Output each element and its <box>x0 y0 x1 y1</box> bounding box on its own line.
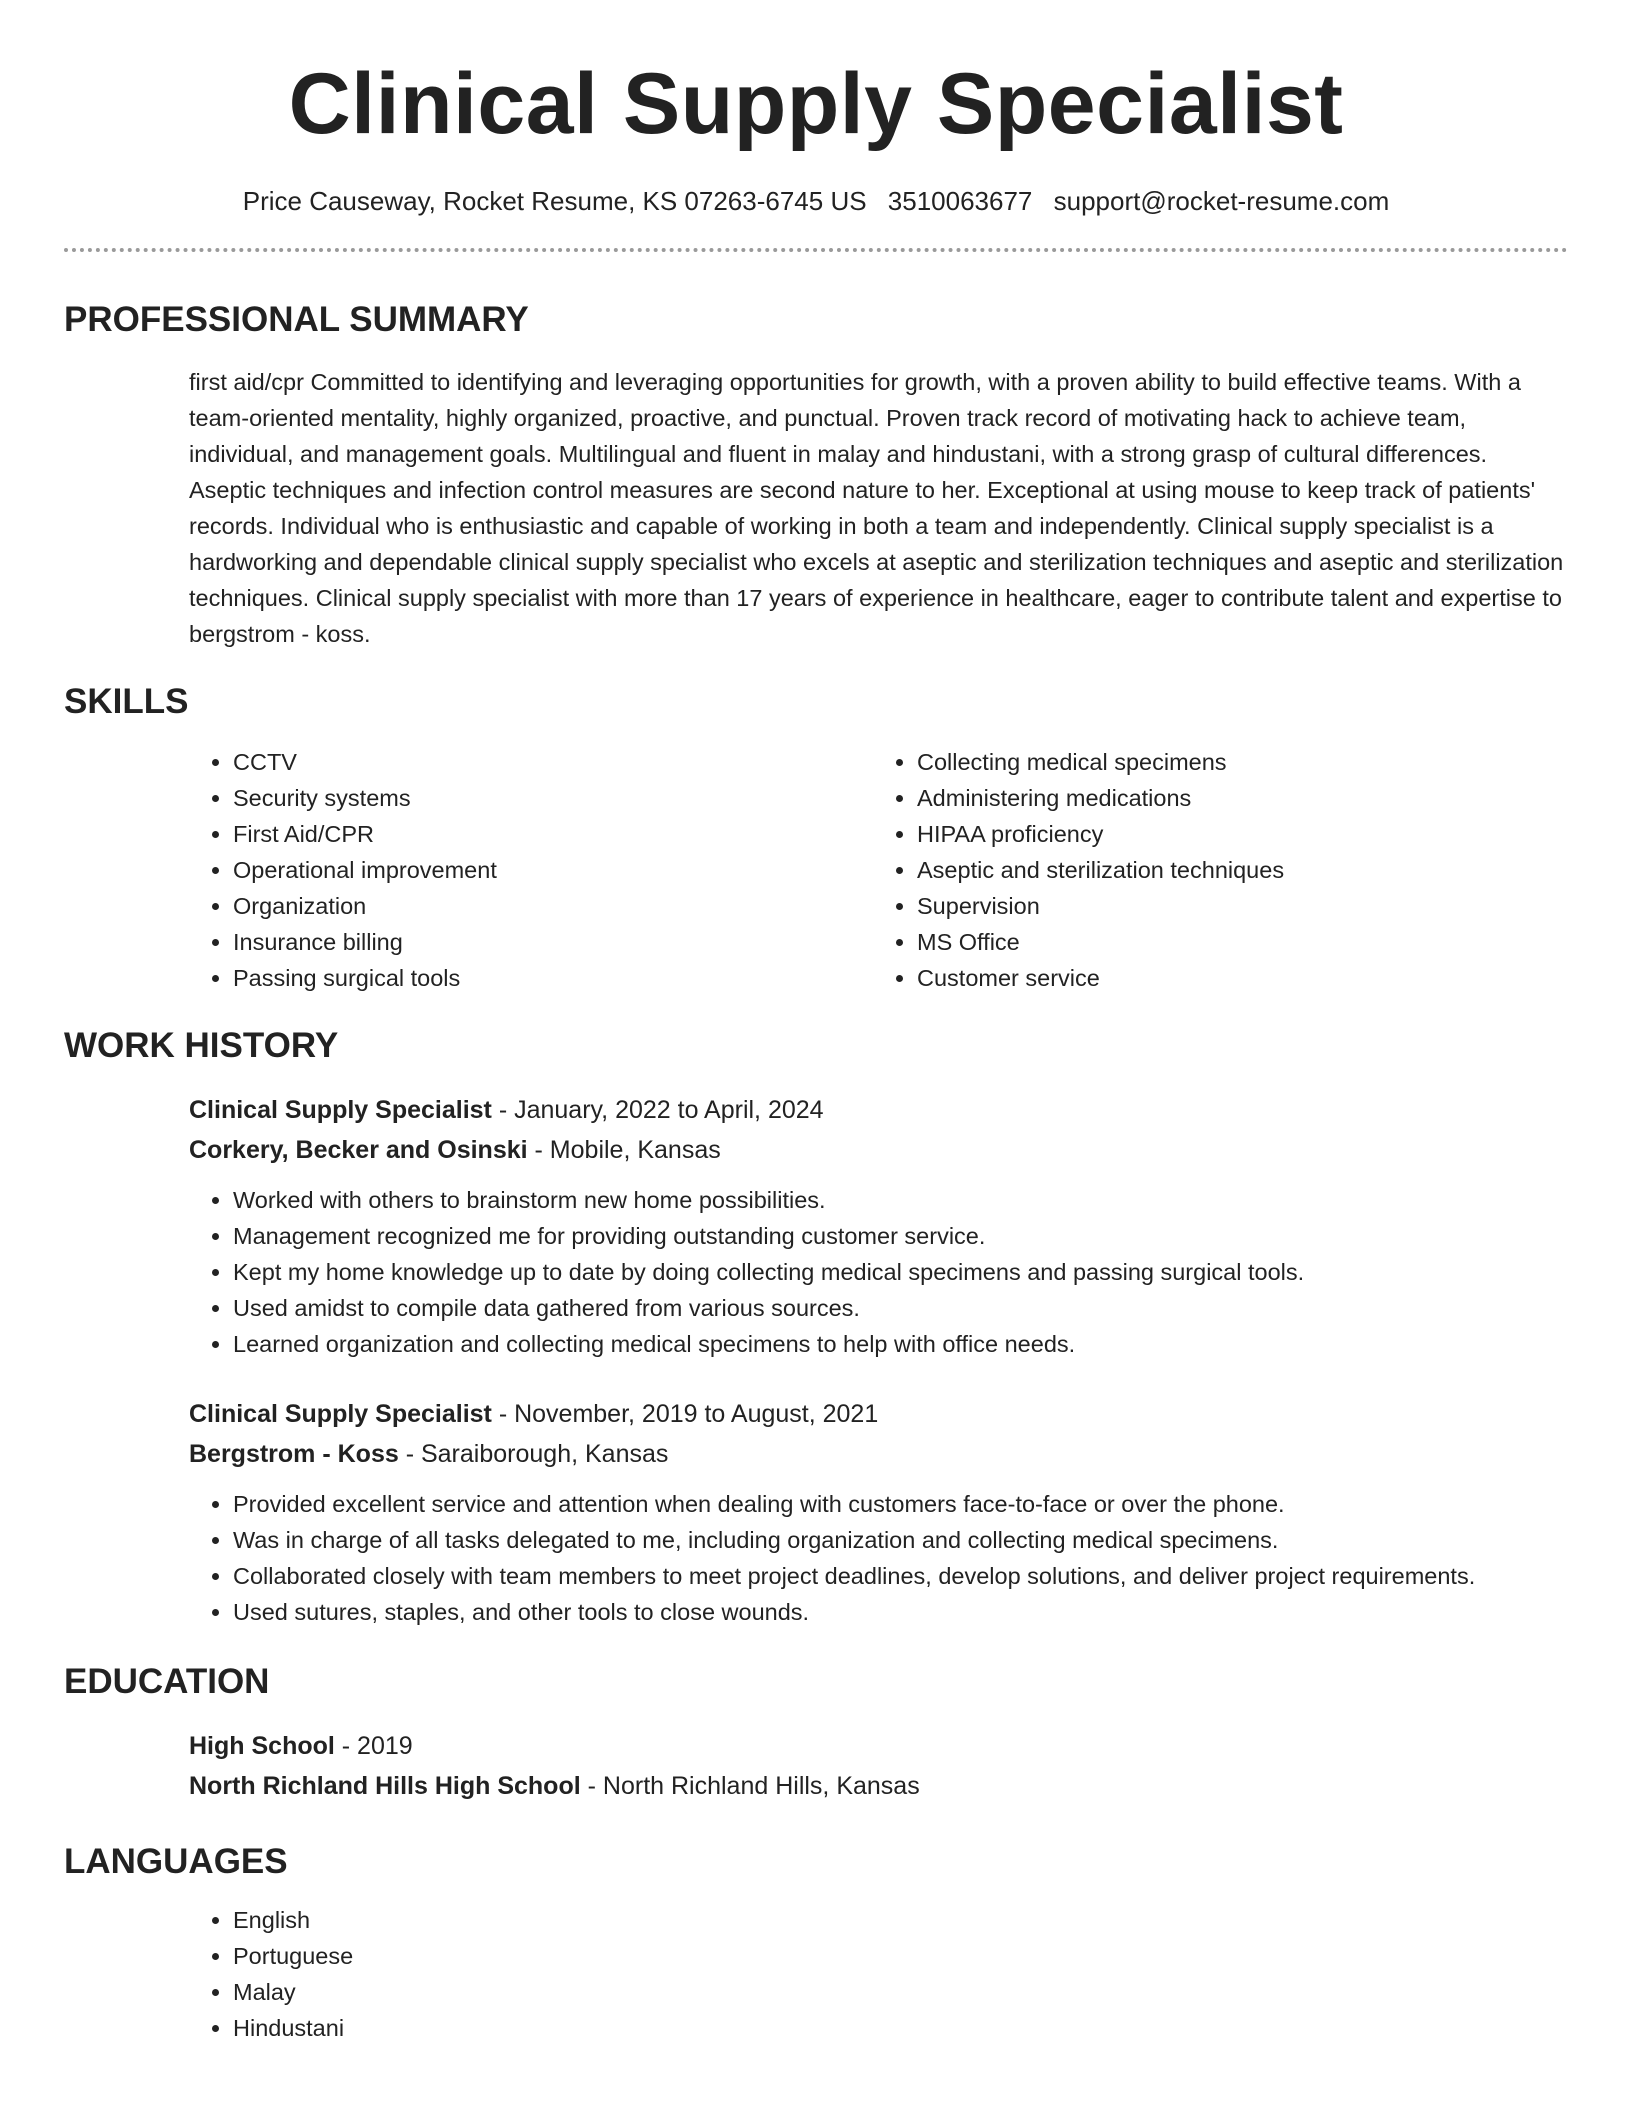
languages-list <box>189 1902 1568 2046</box>
resume-name: Clinical Supply Specialist <box>288 56 1344 152</box>
summary-text: first aid/cpr Committed to identifying and leveraging opportunities for growth, with a proven ability to build effective teams. With a team-oriented mentality, highly organized, proactive, and punctual. Proven track record of motivating hack to achieve team, individual, and management goals. Multilingual and fluent in malay and hindustani, with a strong grasp of cultural differences. Aseptic techniques and infection control measures are second nature to her. Exceptional at using mouse to keep track of patients' records. Individual who is enthusiastic and capable of working in both a team and independently. Clinical supply specialist is a hardworking and dependable clinical supply specialist who excels at aseptic and sterilization techniques and aseptic and sterilization techniques. Clinical supply specialist with more than 17 years of experience in healthcare, eager to contribute talent and expertise to bergstrom - koss. <box>189 369 1564 647</box>
job-company-line <box>189 1130 1568 1170</box>
job-bullet: • Was in charge of all tasks delegated to me, including organization and collecting medical specimens. <box>233 1522 1568 1558</box>
skill-item: • HIPAA proficiency <box>917 816 1557 852</box>
job-location: - Mobile, Kansas <box>527 1136 721 1164</box>
skill-item: • Aseptic and sterilization techniques <box>917 852 1557 888</box>
skill-item: • Passing surgical tools <box>233 960 873 996</box>
section-title-skills: SKILLS <box>64 682 189 721</box>
contact-address: Price Causeway, Rocket Resume, KS 07263-6745 US <box>242 186 867 216</box>
language-item: • Hindustani <box>233 2010 1568 2046</box>
job-bullets <box>189 1486 1568 1630</box>
skill-item: • Collecting medical specimens <box>917 744 1557 780</box>
education-degree-line <box>189 1726 1568 1766</box>
education-entry <box>189 1726 1568 1806</box>
job-bullet: • Provided excellent service and attention when dealing with customers face-to-face or over the phone. <box>233 1486 1568 1522</box>
job-company: Bergstrom - Koss <box>189 1440 399 1468</box>
job-company-line <box>189 1434 1568 1474</box>
skill-item: • First Aid/CPR <box>233 816 873 852</box>
education-location: - North Richland Hills, Kansas <box>580 1772 920 1800</box>
job-dates: - January, 2022 to April, 2024 <box>491 1096 824 1124</box>
language-item: • Portuguese <box>233 1938 1568 1974</box>
language-item: • Malay <box>233 1974 1568 2010</box>
job-entry <box>189 1394 1568 1630</box>
skill-item: • CCTV <box>233 744 873 780</box>
job-bullet: • Management recognized me for providing outstanding customer service. <box>233 1218 1568 1254</box>
skill-item: • Security systems <box>233 780 873 816</box>
job-bullet: • Used amidst to compile data gathered from various sources. <box>233 1290 1568 1326</box>
job-location: - Saraiborough, Kansas <box>398 1440 669 1468</box>
skill-item: • Operational improvement <box>233 852 873 888</box>
section-title-summary: PROFESSIONAL SUMMARY <box>64 300 529 339</box>
job-entry <box>189 1090 1568 1362</box>
header-divider <box>64 248 1568 252</box>
job-role-line <box>189 1090 1568 1130</box>
job-bullets <box>189 1182 1568 1362</box>
job-role-line <box>189 1394 1568 1434</box>
job-dates: - November, 2019 to August, 2021 <box>491 1400 879 1428</box>
job-bullet: • Collaborated closely with team members to meet project deadlines, develop solutions, and deliver project requirements. <box>233 1558 1568 1594</box>
section-title-education: EDUCATION <box>64 1662 270 1701</box>
skill-item: • Customer service <box>917 960 1557 996</box>
skill-item: • Administering medications <box>917 780 1557 816</box>
skills-columns <box>189 744 1568 996</box>
education-year: - 2019 <box>334 1732 413 1760</box>
job-bullet: • Worked with others to brainstorm new home possibilities. <box>233 1182 1568 1218</box>
job-bullet: • Kept my home knowledge up to date by doing collecting medical specimens and passing surgical tools. <box>233 1254 1568 1290</box>
section-title-languages: LANGUAGES <box>64 1842 288 1881</box>
language-item: • English <box>233 1902 1568 1938</box>
skill-item: • Organization <box>233 888 873 924</box>
education-school-line <box>189 1766 1568 1806</box>
skill-item: • MS Office <box>917 924 1557 960</box>
skill-item: • Supervision <box>917 888 1557 924</box>
job-company: Corkery, Becker and Osinski <box>189 1136 528 1164</box>
contact-phone: 3510063677 <box>887 186 1033 216</box>
contact-line <box>64 184 1568 218</box>
skill-item: • Insurance billing <box>233 924 873 960</box>
job-bullet: • Used sutures, staples, and other tools to close wounds. <box>233 1594 1568 1630</box>
job-role: Clinical Supply Specialist <box>189 1096 492 1124</box>
contact-email: support@rocket-resume.com <box>1053 186 1390 216</box>
job-role: Clinical Supply Specialist <box>189 1400 492 1428</box>
skills-list-left <box>189 744 873 996</box>
skills-list-right <box>873 744 1557 996</box>
section-title-work-history: WORK HISTORY <box>64 1026 339 1065</box>
education-school: North Richland Hills High School <box>189 1772 581 1800</box>
education-degree: High School <box>189 1732 335 1760</box>
job-bullet: • Learned organization and collecting medical specimens to help with office needs. <box>233 1326 1568 1362</box>
